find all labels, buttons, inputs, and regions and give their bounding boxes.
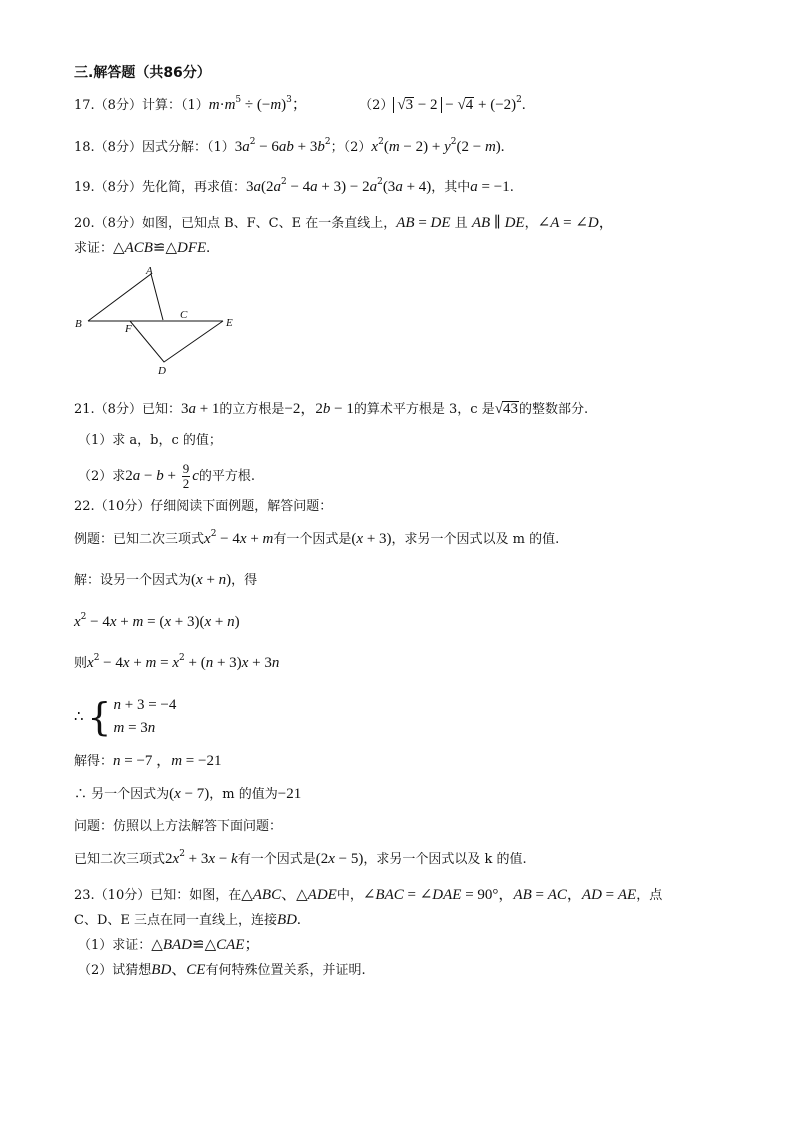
question-22-solved: 解得：n = −7 ，m = −21 bbox=[74, 753, 222, 769]
question-22-equation: $x^2 - 4x + m = (x + 3)(x + n)$ bbox=[74, 612, 240, 630]
question-23-part1: （1）求证：△BAD≌△CAE； bbox=[78, 937, 260, 953]
label-b: B bbox=[75, 318, 82, 330]
section-title: 三.解答题（共86分） bbox=[74, 65, 211, 81]
question-22: 22.（10分）仔细阅读下面例题，解答问题： bbox=[74, 499, 333, 514]
question-22-solution-start: 解：设另一个因式为(x + n)，得 bbox=[74, 572, 258, 588]
question-20: 20.（8分）如图，已知点 B、F、C、E 在一条直线上，AB = DE 且 AB ∥ DE，∠A = ∠D， bbox=[74, 215, 614, 231]
question-22-conclusion: ∴ 另一个因式为(x − 7)，m 的值为−21 bbox=[74, 786, 302, 802]
label-c: C bbox=[180, 309, 188, 321]
label-e: E bbox=[226, 317, 233, 329]
question-22-expand: 则$x^2 - 4x + m = x^2 + (n + 3)x + 3n$ bbox=[74, 653, 280, 671]
label-d: D bbox=[158, 365, 166, 377]
question-23-part2: （2）试猜想BD、CE有何特殊位置关系，并证明. bbox=[78, 962, 366, 978]
triangle-figure bbox=[70, 262, 250, 377]
question-23-line2: C、D、E 三点在同一直线上，连接BD. bbox=[74, 912, 301, 928]
question-17: 17.（8分）计算：$(1)m\cdot m^5 \div (-m)^3$； （2） $√3 - 2 - √4 + (-2)^2$. bbox=[74, 95, 526, 113]
question-19: 19.（8分）先化简，再求值：$3a(2a^2 - 4a + 3) - 2a^2(3a + 4)$，其中a = −1. bbox=[74, 177, 514, 195]
question-21-part1: （1）求 a，b，c 的值； bbox=[78, 433, 222, 448]
question-18: 18.（8分）因式分解：$(1)3a^2 - 6ab + 3b^2$；$(2)x^2(m - 2) + y^2(2 - m)$. bbox=[74, 137, 505, 155]
question-20-prove: 求证：△ACB≌△DFE. bbox=[74, 240, 210, 256]
question-22-problem: 已知二次三项式$2x^2 + 3x - k$有一个因式是(2x − 5)，求另一个因式以及 k 的值. bbox=[74, 849, 527, 867]
question-21: 21.（8分）已知：3a + 1的立方根是−2，2b − 1的算术平方根是 3，c 是√43的整数部分. bbox=[74, 401, 589, 417]
label-a: A bbox=[146, 265, 153, 277]
label-f: F bbox=[125, 323, 132, 335]
question-22-system: ∴ { n + 3 = −4 m = 3n bbox=[74, 695, 177, 739]
question-22-example: 例题：已知二次三项式$x^2 - 4x + m$有一个因式是(x + 3)，求另一个因式以及 m 的值. bbox=[74, 529, 560, 547]
question-21-part2: （2）求2a − b + $\frac{9}{2}$ c的平方根. bbox=[78, 461, 256, 491]
question-23: 23.（10分）已知：如图，在△ABC、△ADE中，∠BAC = ∠DAE = 90°，AB = AC，AD = AE，点 bbox=[74, 887, 663, 903]
question-22-question: 问题：仿照以上方法解答下面问题： bbox=[74, 819, 283, 834]
